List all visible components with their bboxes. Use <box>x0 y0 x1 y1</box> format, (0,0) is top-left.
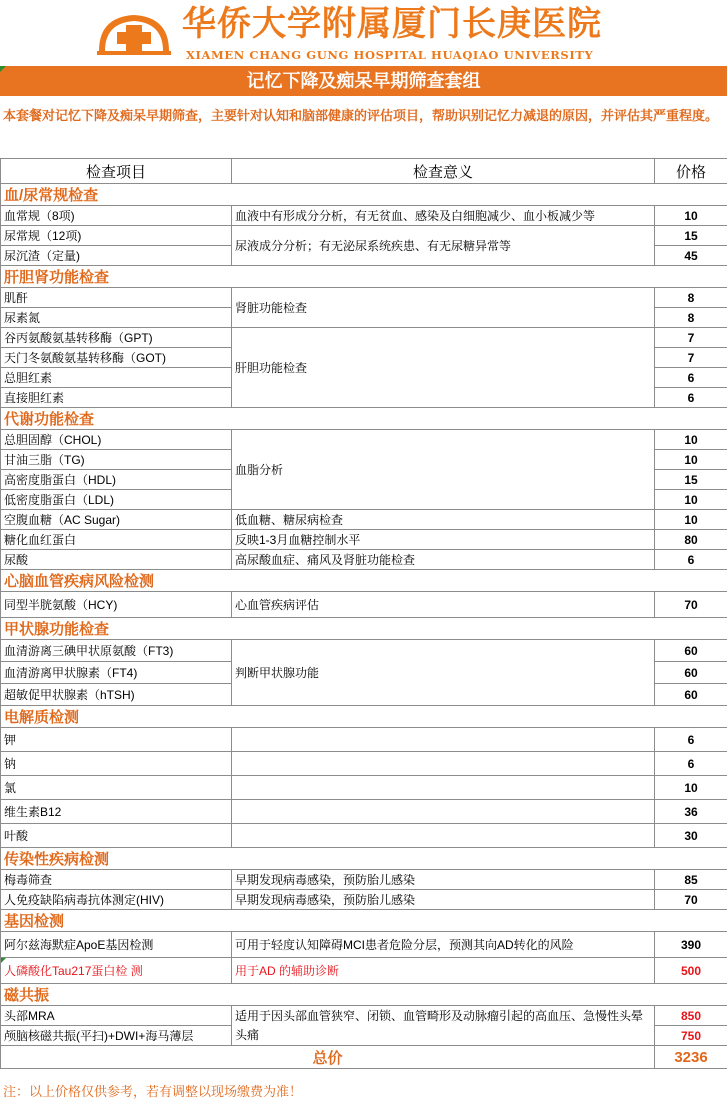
table-row <box>1 206 727 226</box>
section-row <box>1 984 727 1006</box>
meaning-cell <box>232 824 655 848</box>
section-title: 血/尿常规检查 <box>1 184 727 206</box>
item-cell: 谷丙氨酸氨基转移酶（GPT) <box>1 328 232 348</box>
price-cell: 10 <box>655 206 727 226</box>
section-title: 甲状腺功能检查 <box>1 618 727 640</box>
package-intro: 本套餐对记忆下降及痴呆早期筛查，主要针对认知和脑部健康的评估项目，帮助识别记忆力减退的原因，并评估其严重程度。 <box>3 108 719 123</box>
table-row <box>1 226 727 246</box>
item-cell: 钾 <box>1 728 232 752</box>
price-cell: 6 <box>655 752 727 776</box>
price-cell: 15 <box>655 470 727 490</box>
item-cell: 叶酸 <box>1 824 232 848</box>
price-cell: 7 <box>655 328 727 348</box>
item-cell: 高密度脂蛋白（HDL) <box>1 470 232 490</box>
price-note: 注：以上价格仅供参考，若有调整以现场缴费为准！ <box>3 1084 303 1099</box>
price-cell: 7 <box>655 348 727 368</box>
meaning-cell: 早期发现病毒感染，预防胎儿感染 <box>232 870 655 890</box>
meaning-cell: 反映1-3月血糖控制水平 <box>232 530 655 550</box>
table-row <box>1 824 727 848</box>
table-row <box>1 328 727 348</box>
price-cell: 36 <box>655 800 727 824</box>
table-row <box>1 800 727 824</box>
price-cell: 6 <box>655 388 727 408</box>
table-row <box>1 752 727 776</box>
meaning-cell: 心血管疾病评估 <box>232 592 655 618</box>
item-cell: 钠 <box>1 752 232 776</box>
table-row <box>1 958 727 984</box>
item-cell: 颅脑核磁共振(平扫)+DWI+海马薄层 <box>1 1026 232 1046</box>
section-title: 代谢功能检查 <box>1 408 727 430</box>
item-cell: 血常规（8项) <box>1 206 232 226</box>
item-cell: 总胆固醇（CHOL) <box>1 430 232 450</box>
meaning-cell <box>232 728 655 752</box>
price-cell: 10 <box>655 430 727 450</box>
corner-marker <box>0 66 6 72</box>
price-cell: 850 <box>655 1006 727 1026</box>
meaning-cell <box>232 800 655 824</box>
header-meaning: 检查意义 <box>232 159 655 184</box>
item-cell: 尿沉渣（定量) <box>1 246 232 266</box>
price-cell: 6 <box>655 728 727 752</box>
item-cell: 人免疫缺陷病毒抗体测定(HIV) <box>1 890 232 910</box>
section-title: 肝胆肾功能检查 <box>1 266 727 288</box>
item-cell: 尿素氮 <box>1 308 232 328</box>
item-cell: 甘油三脂（TG) <box>1 450 232 470</box>
meaning-cell: 适用于因头部血管狭窄、闭锁、血管畸形及动脉瘤引起的高血压、急慢性头晕头痛 <box>232 1006 655 1046</box>
table-header-row <box>1 159 727 184</box>
hospital-header <box>0 0 727 66</box>
price-cell: 45 <box>655 246 727 266</box>
item-cell: 超敏促甲状腺素（hTSH) <box>1 684 232 706</box>
table-row <box>1 932 727 958</box>
table-row <box>1 776 727 800</box>
meaning-cell: 血液中有形成分分析，有无贫血、感染及白细胞减少、血小板减少等 <box>232 206 655 226</box>
item-cell: 血清游离三碘甲状原氨酸（FT3) <box>1 640 232 662</box>
exam-table <box>0 158 727 1069</box>
package-title-bar <box>0 66 727 96</box>
section-title: 传染性疾病检测 <box>1 848 727 870</box>
item-cell: 天门冬氨酸氨基转移酶（GOT) <box>1 348 232 368</box>
item-cell: 尿常规（12项) <box>1 226 232 246</box>
meaning-cell: 可用于轻度认知障碍MCI患者危险分层，预测其向AD转化的风险 <box>232 932 655 958</box>
price-cell: 10 <box>655 490 727 510</box>
item-cell: 糖化血红蛋白 <box>1 530 232 550</box>
price-cell: 390 <box>655 932 727 958</box>
price-cell: 60 <box>655 640 727 662</box>
price-cell: 10 <box>655 450 727 470</box>
item-cell: 尿酸 <box>1 550 232 570</box>
hospital-name-en: XIAMEN CHANG GUNG HOSPITAL HUAQIAO UNIVERSITY <box>186 48 594 62</box>
price-cell: 8 <box>655 308 727 328</box>
item-cell: 梅毒筛查 <box>1 870 232 890</box>
item-cell: 头部MRA <box>1 1006 232 1026</box>
meaning-cell: 低血糖、糖尿病检查 <box>232 510 655 530</box>
item-cell: 维生素B12 <box>1 800 232 824</box>
table-row <box>1 1006 727 1026</box>
price-cell: 8 <box>655 288 727 308</box>
meaning-cell: 尿液成分分析；有无泌尿系统疾患、有无尿糖异常等 <box>232 226 655 266</box>
table-row <box>1 550 727 570</box>
item-cell: 直接胆红素 <box>1 388 232 408</box>
price-cell: 60 <box>655 662 727 684</box>
total-price: 3236 <box>655 1046 727 1069</box>
price-cell: 60 <box>655 684 727 706</box>
meaning-cell <box>232 752 655 776</box>
section-row <box>1 848 727 870</box>
price-cell: 6 <box>655 550 727 570</box>
package-title: 记忆下降及痴呆早期筛查套组 <box>246 71 481 91</box>
meaning-cell: 血脂分析 <box>232 430 655 510</box>
header-price: 价格 <box>655 159 727 184</box>
price-cell: 80 <box>655 530 727 550</box>
item-cell: 血清游离甲状腺素（FT4) <box>1 662 232 684</box>
section-title: 心脑血管疾病风险检测 <box>1 570 727 592</box>
item-cell: 同型半胱氨酸（HCY) <box>1 592 232 618</box>
table-row <box>1 640 727 662</box>
section-row <box>1 910 727 932</box>
item-cell: 空腹血糖（AC Sugar) <box>1 510 232 530</box>
price-cell: 6 <box>655 368 727 388</box>
table-row <box>1 430 727 450</box>
section-title: 电解质检测 <box>1 706 727 728</box>
meaning-cell: 用于AD 的辅助诊断 <box>232 958 655 984</box>
meaning-cell <box>232 776 655 800</box>
section-title: 磁共振 <box>1 984 727 1006</box>
item-cell: 阿尔兹海默症ApoE基因检测 <box>1 932 232 958</box>
table-row <box>1 592 727 618</box>
red-cross-logo-icon <box>95 11 173 57</box>
meaning-cell: 肝胆功能检查 <box>232 328 655 408</box>
table-row <box>1 510 727 530</box>
hospital-name: 华侨大学附属厦门长庚医院 <box>182 4 602 44</box>
item-cell: 人磷酸化Tau217蛋白检 测 <box>1 958 232 984</box>
price-cell: 750 <box>655 1026 727 1046</box>
price-cell: 500 <box>655 958 727 984</box>
price-cell: 15 <box>655 226 727 246</box>
price-cell: 10 <box>655 776 727 800</box>
meaning-cell: 判断甲状腺功能 <box>232 640 655 706</box>
item-cell: 肌酐 <box>1 288 232 308</box>
table-row <box>1 870 727 890</box>
price-cell: 85 <box>655 870 727 890</box>
header-item: 检查项目 <box>1 159 232 184</box>
table-row <box>1 288 727 308</box>
total-row <box>1 1046 727 1069</box>
section-row <box>1 706 727 728</box>
section-row <box>1 570 727 592</box>
section-row <box>1 184 727 206</box>
price-cell: 70 <box>655 592 727 618</box>
section-row <box>1 266 727 288</box>
price-cell: 70 <box>655 890 727 910</box>
meaning-cell: 早期发现病毒感染，预防胎儿感染 <box>232 890 655 910</box>
item-cell: 氯 <box>1 776 232 800</box>
meaning-cell: 肾脏功能检查 <box>232 288 655 328</box>
section-row <box>1 408 727 430</box>
item-cell: 总胆红素 <box>1 368 232 388</box>
total-label: 总价 <box>1 1046 655 1069</box>
section-title: 基因检测 <box>1 910 727 932</box>
price-cell: 30 <box>655 824 727 848</box>
table-row <box>1 890 727 910</box>
item-cell: 低密度脂蛋白（LDL) <box>1 490 232 510</box>
table-row <box>1 530 727 550</box>
meaning-cell: 高尿酸血症、痛风及肾脏功能检查 <box>232 550 655 570</box>
price-cell: 10 <box>655 510 727 530</box>
section-row <box>1 618 727 640</box>
table-row <box>1 728 727 752</box>
